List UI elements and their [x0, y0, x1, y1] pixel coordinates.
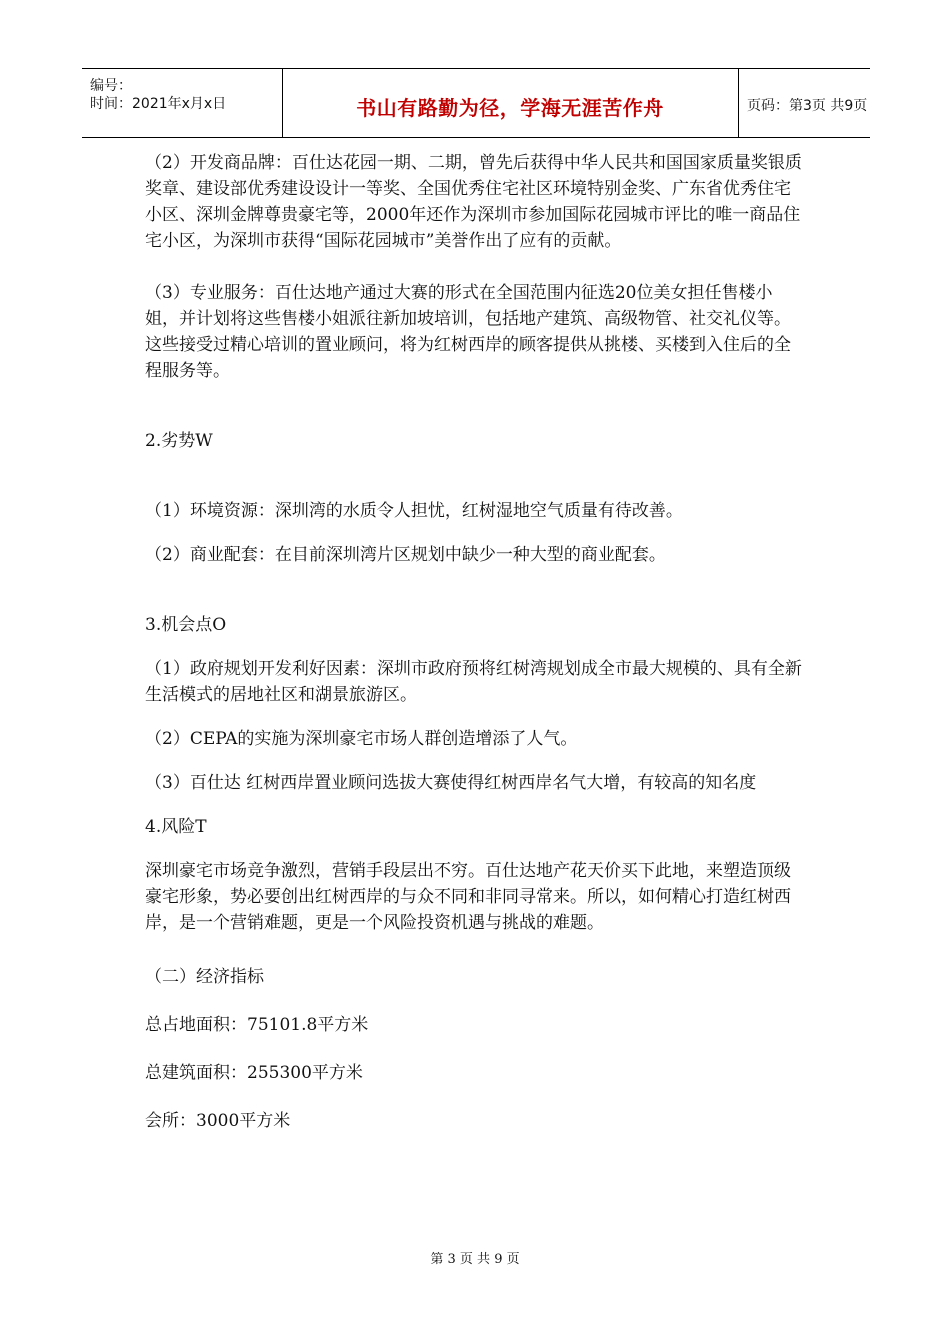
header-meta: [82, 69, 283, 137]
paragraph-professional-service: （3）专业服务：百仕达地产通过大赛的形式在全国范围内征选20位美女担任售楼小姐，并计划将这些售楼小姐派往新加坡培训，包括地产建筑、高级物管、社交礼仪等。这些接受过精心培训的置业顾问，将为红树西岸的顾客提供从挑楼、买楼到入住后的全程服务等。: [145, 283, 791, 381]
indicator-building-area: 总建筑面积：255300平方米: [145, 1063, 363, 1083]
section-heading-opportunity: 3.机会点O: [145, 615, 227, 635]
indicator-land-area: 总占地面积：75101.8平方米: [145, 1015, 369, 1035]
number-label: 编号：: [90, 78, 132, 94]
page-footer: 第 3 页 共 9 页: [430, 1252, 520, 1267]
indicator-clubhouse: 会所：3000平方米: [145, 1111, 291, 1131]
header-page-number: 页码：第3页 共9页: [747, 98, 868, 114]
paragraph-developer-brand: （2）开发商品牌：百仕达花园一期、二期，曾先后获得中华人民共和国国家质量奖银质奖章、建设部优秀建设设计一等奖、全国优秀住宅社区环境特别金奖、广东省优秀住宅小区、深圳金牌尊贵豪宅等，2000年还作为深圳市参加国际花园城市评比的唯一商品住宅小区，为深圳市获得“国际花园城市”美誉作出了应有的贡献。: [145, 153, 802, 251]
section-heading-economic-indicators: （二）经济指标: [145, 967, 264, 987]
paragraph-government-plan: （1）政府规划开发利好因素：深圳市政府预将红树湾规划成全市最大规模的、具有全新生活模式的居地社区和湖景旅游区。: [145, 659, 802, 705]
paragraph-contest: （3）百仕达 红树西岸置业顾问选拔大赛使得红树西岸名气大增，有较高的知名度: [145, 773, 757, 793]
section-heading-risk: 4.风险T: [145, 817, 207, 837]
document-header: [82, 68, 870, 138]
section-heading-weakness: 2.劣势W: [145, 431, 213, 451]
time-label: 时间：2021年x月x日: [90, 96, 227, 112]
motto: 书山有路勤为径，学海无涯苦作舟: [356, 96, 664, 120]
header-page-cell: [739, 69, 870, 137]
paragraph-cepa: （2）CEPA的实施为深圳豪宅市场人群创造增添了人气。: [145, 729, 578, 749]
document-body: [145, 150, 805, 1134]
paragraph-commercial: （2）商业配套：在目前深圳湾片区规划中缺少一种大型的商业配套。: [145, 545, 666, 565]
paragraph-risk: 深圳豪宅市场竞争激烈，营销手段层出不穷。百仕达地产花天价买下此地，来塑造顶级豪宅形象，势必要创出红树西岸的与众不同和非同寻常来。所以，如何精心打造红树西岸，是一个营销难题，更是一个风险投资机遇与挑战的难题。: [145, 861, 791, 933]
paragraph-environment: （1）环境资源：深圳湾的水质令人担忧，红树湿地空气质量有待改善。: [145, 501, 683, 521]
header-motto-cell: [282, 69, 739, 137]
